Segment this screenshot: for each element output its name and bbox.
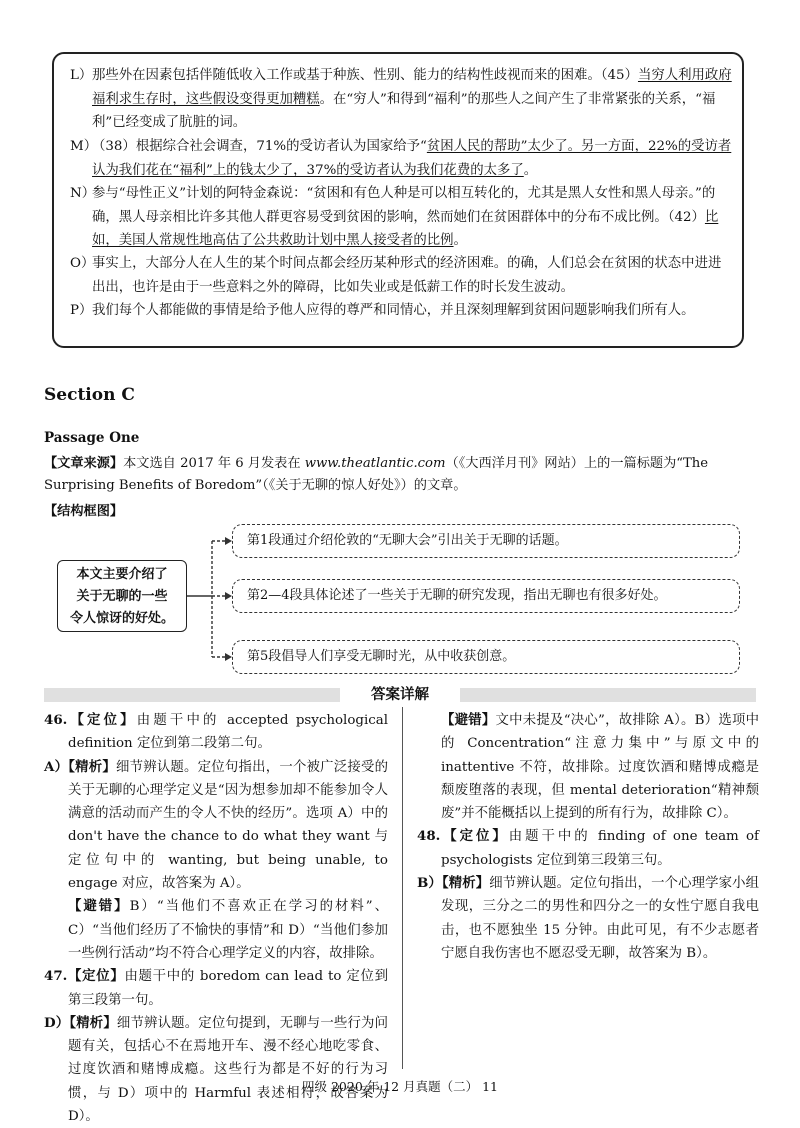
page-footer: 四级 2020 年 12 月真题（二） 11 [302,1079,498,1094]
q47-location: 47.【定位】由题干中的 boredom can lead to 定位到第三段第一句。 [44,968,389,1008]
section-title: Section C [44,385,135,405]
diagram-item-1: 第1段通过介绍伦敦的“无聊大会”引出关于无聊的话题。 [232,524,740,558]
option-l: L） 那些外在因素包括伴随低收入工作或基于种族、性别、能力的结构性歧视而来的困难。（45）当穷人利用政府福利求生存时，这些假设变得更加糟糕。在“穷人”和得到“福利”的那些人之间产生了非常紧张的关系，“福利”已经变成了肮脏的词。 [70,68,732,130]
article-source: 【文章来源】本文选自 2017 年 6 月发表在 www.theatlantic.com（《大西洋月刊》网站）上的一篇标题为“The Surprising Benefits of Boredom”（《关于无聊的惊人好处》）的文章。 [44,456,709,493]
q46-analysis: A）【精析】细节辨认题。定位句指出，一个被广泛接受的关于无聊的心理学定义是“因为想参加却不能参加令人满意的活动而产生的令人不快的经历”。选项 A）中的 don't have the chance to do what they want 与定位句中的 wanting, but being unable, to engage 对应，故答案为 A）。 [44,758,388,892]
q47-avoid: 【避错】文中未提及“决心”，故排除 A）。B）选项中的 Concentration“注意力集中”与原文中的 inattentive 不符，故排除。过度饮酒和赌博成瘾是颓废堕落的表现，但 mental deterioration“精神颓废”并不能概括以上提到的所有行为，故排除 C）。 [441,712,759,822]
q48-analysis: B）【精析】细节辨认题。定位句指出，一个心理学家小组发现，三分之二的男性和四分之一的女性宁愿自我电击，也不愿独坐 15 分钟。由此可见，有不少志愿者宁愿自我伤害也不愿忍受无聊，故答案为 B）。 [417,875,759,961]
passage-title: Passage One [44,430,140,446]
diagram-main-box: 本文主要介绍了 关于无聊的一些 令人惊讶的好处。 [57,560,187,632]
diagram-item-3: 第5段倡导人们享受无聊时光，从中收获创意。 [232,640,740,674]
option-o: O） 事实上，大部分人在人生的某个时间点都会经历某种形式的经济困难。的确，人们总会在贫困的状态中进进出出，也许是由于一些意料之外的障碍，比如失业或是低薪工作的时长发生波动。 [70,256,722,295]
option-n: N） 参与“母性正义”计划的阿特金森说：“贫困和有色人种是可以相互转化的，尤其是黑人女性和黑人母亲。”的确，黑人母亲相比许多其他人群更容易受到贫困的影响，然而她们在贫困群体中的分布不成比例。（42）比如，美国人常规性地高估了公共救助计划中黑人接受者的比例。 [70,186,719,248]
answer-column-left [44,709,388,1128]
option-m: M） （38）根据综合社会调查，71%的受访者认为国家给予“贫困人民的帮助”太少了。另一方面，22%的受访者认为我们花在“福利”上的钱太少了，37%的受访者认为我们花费的太多了。 [70,139,732,178]
q46-avoid: 【避错】B）“当他们不喜欢正在学习的材料”、C）“当他们经历了不愉快的事情”和 D）“当他们参加一些例行活动”均不符合心理学定义的内容，故排除。 [68,898,389,961]
answer-header: 答案详解 [44,685,756,705]
q46-location: 46.【定位】由题干中的 accepted psychological definition 定位到第二段第二句。 [44,712,389,752]
option-p: P） 我们每个人都能做的事情是给予他人应得的尊严和同情心，并且深刻理解到贫困问题影响我们所有人。 [70,303,695,318]
structure-label: 【结构框图】 [44,504,124,519]
answer-column-right [417,709,759,965]
q48-location: 48.【定位】由题干中的 finding of one team of psychologists 定位到第三段第三句。 [417,828,759,868]
column-divider [402,707,403,1069]
diagram-item-2: 第2—4段具体论述了一些关于无聊的研究发现，指出无聊也有很多好处。 [232,579,740,613]
q47-analysis: D）【精析】细节辨认题。定位句提到，无聊与一些行为问题有关，包括心不在焉地开车、漫不经心地吃零食、过度饮酒和赌博成瘾。这些行为都是不好的行为习惯，与 D）项中的 Harmful 表述相符，故答案为 D）。 [44,1014,388,1125]
